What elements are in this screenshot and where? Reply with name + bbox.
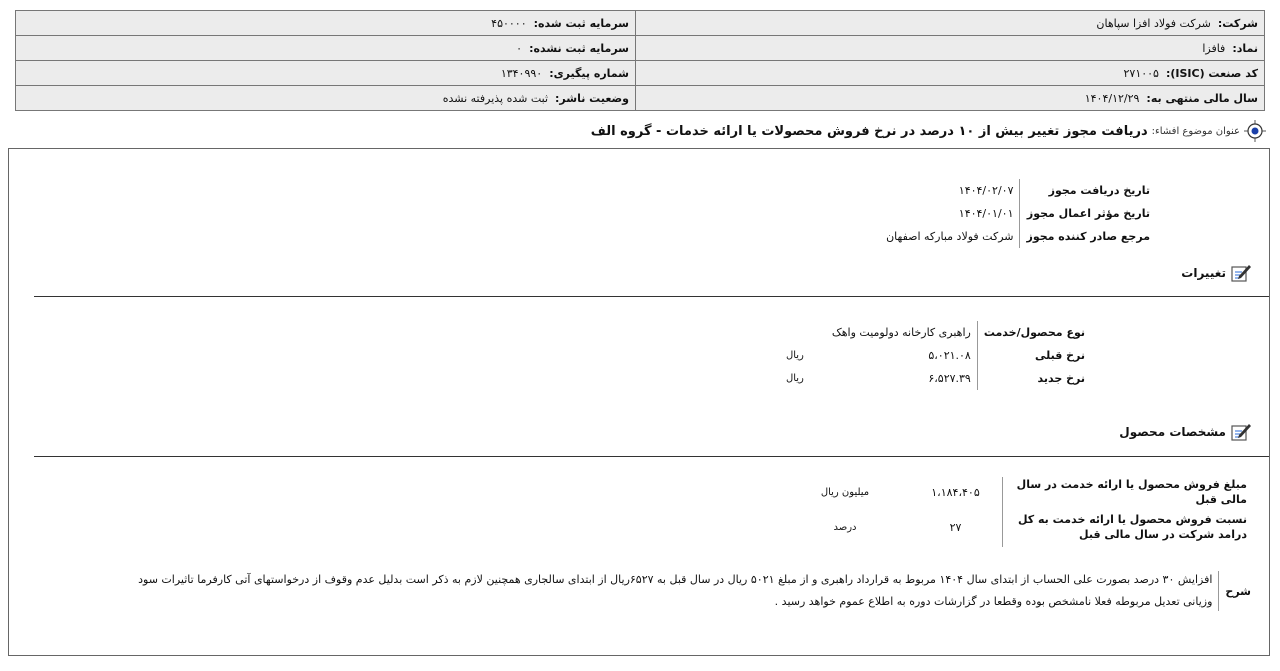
subject-label: عنوان موضوع افشاء:: [1151, 125, 1240, 137]
company-cell: شرکت: شرکت فولاد افزا سپاهان: [636, 11, 1265, 36]
unregistered-capital-cell: سرمایه ثبت نشده: ۰: [16, 36, 636, 61]
target-icon: [1244, 120, 1266, 142]
product-section-title: مشخصات محصول: [1119, 423, 1251, 441]
permit-table: [882, 179, 1154, 248]
subject-title: دریافت مجوز تغییر بیش از ۱۰ درصد در نرخ فروش محصولات یا ارائه خدمات - گروه الف: [590, 123, 1148, 139]
info-row: [16, 36, 1265, 61]
table-row: مبلغ فروش محصول یا ارائه خدمت در سال مالی قبل ۱،۱۸۴،۴۰۵ میلیون ریال: [781, 477, 1251, 507]
description: [125, 569, 1251, 613]
info-row: [16, 11, 1265, 36]
table-row: مرجع صادر کننده مجوز شرکت فولاد مبارکه اصفهان: [882, 225, 1154, 248]
table-row: نرخ قبلی ۵،۰۲۱.۰۸ ریال: [782, 344, 1089, 367]
disclosure-subject: [591, 120, 1266, 142]
publisher-status-cell: وضعیت ناشر: ثبت شده پذیرفته نشده: [16, 86, 636, 111]
disclosure-body: [8, 148, 1270, 656]
symbol-cell: نماد: فافزا: [636, 36, 1265, 61]
edit-icon: [1231, 423, 1251, 441]
registered-capital-cell: سرمایه ثبت شده: ۴۵۰۰۰۰: [16, 11, 636, 36]
fiscal-year-cell: سال مالی منتهی به: ۱۴۰۴/۱۲/۲۹: [636, 86, 1265, 111]
info-row: [16, 86, 1265, 111]
tracking-number-cell: شماره پیگیری: ۱۳۴۰۹۹۰: [16, 61, 636, 86]
edit-icon: [1231, 264, 1251, 282]
product-divider: [34, 456, 1269, 457]
company-info-table: [15, 10, 1265, 111]
isic-cell: کد صنعت (ISIC): ۲۷۱۰۰۵: [636, 61, 1265, 86]
table-row: نسبت فروش محصول یا ارائه خدمت به کل درامد شرکت در سال مالی قبل ۲۷ درصد: [781, 507, 1251, 547]
product-table: [781, 477, 1252, 547]
changes-section-title: تغییرات: [1181, 264, 1251, 282]
description-text: افزایش ۳۰ درصد بصورت علی الحساب از ابتدای سال ۱۴۰۴ مربوط به قرارداد راهبری و از مبلغ ۵۰۲۱ ریال در سال قبل به ۶۵۲۷ریال از ابتدای سالجاری همچنین لازم به ذکر است بدلیل عدم وقوف از درخواستهای آتی کارفرما تاثیرات سود وزیانی تعدیل مربوطه فعلا نامشخص بوده وقطعا در گزارشات دوره به اطلاع عموم خواهد رسید .: [138, 573, 1213, 608]
table-row: تاریخ دریافت مجوز ۱۴۰۴/۰۲/۰۷: [882, 179, 1154, 202]
table-row: تاریخ مؤثر اعمال مجوز ۱۴۰۴/۰۱/۰۱: [882, 202, 1154, 225]
table-row: نوع محصول/خدمت راهبری کارخانه دولومیت واهک: [782, 321, 1089, 344]
info-row: [16, 61, 1265, 86]
description-label: شرح: [1218, 571, 1251, 611]
changes-divider: [34, 296, 1269, 297]
changes-table: [781, 321, 1089, 390]
table-row: نرخ جدید ۶،۵۲۷.۳۹ ریال: [782, 367, 1089, 390]
